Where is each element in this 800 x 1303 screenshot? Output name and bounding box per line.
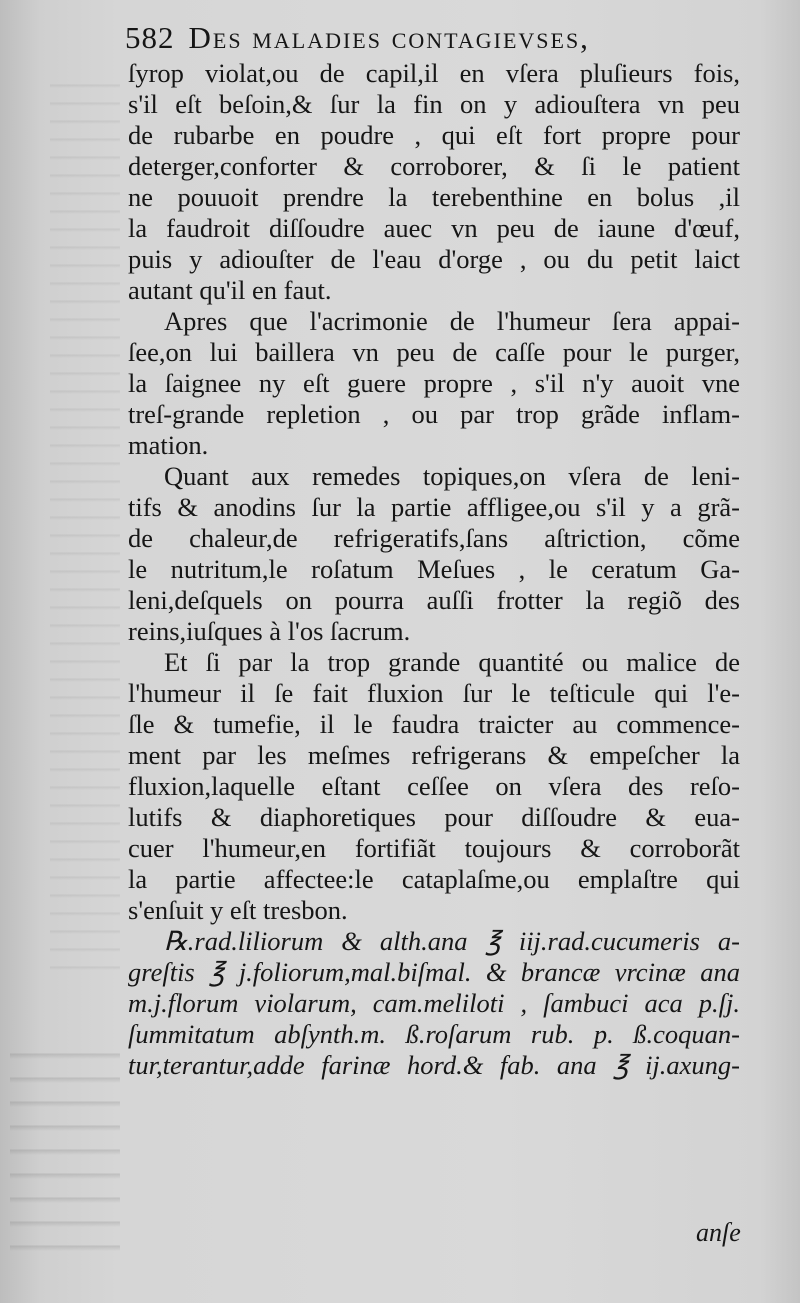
page-body [128, 58, 740, 1081]
text-line: greſtis ℥ j.foliorum,mal.biſmal. & brancæ vrcinæ ana [128, 957, 740, 987]
text-line: s'il eſt beſoin,& ſur la fin on y adiouſtera vn peu [128, 89, 740, 119]
text-line: ſee,on lui baillera vn peu de caſſe pour le purger, [128, 337, 740, 367]
text-line: leni,deſquels on pourra auſſi frotter la regiõ des [128, 585, 740, 615]
text-line: ſyrop violat,ou de capil,il en vſera pluſieurs fois, [128, 58, 740, 88]
paragraph [128, 461, 740, 647]
paragraph [128, 58, 740, 306]
recipe-paragraph [128, 926, 740, 1081]
page-number: 582 [125, 20, 175, 55]
text-line: l'humeur il ſe fait fluxion ſur le teſticule qui l'e- [128, 678, 740, 708]
text-line: ment par les meſmes refrigerans & empeſcher la [128, 740, 740, 770]
text-line: m.j.florum violarum, cam.meliloti , ſambuci aca p.ſj. [128, 988, 740, 1018]
text-line: la faudroit diſſoudre auec vn peu de iaune d'œuf, [128, 213, 740, 243]
paragraph [128, 306, 740, 461]
text-line: tur,terantur,adde farinæ hord.& fab. ana ℥ ij.axung- [128, 1050, 740, 1080]
text-line: lutifs & diaphoretiques pour diſſoudre & eua- [128, 802, 740, 832]
text-line: fluxion,laquelle eſtant ceſſee on vſera des reſo- [128, 771, 740, 801]
text-line: le nutritum,le roſatum Meſues , le ceratum Ga- [128, 554, 740, 584]
text-line: Et ſi par la trop grande quantité ou malice de [164, 647, 740, 677]
text-line: autant qu'il en faut. [128, 275, 332, 305]
running-title: Des maladies contagievses, [188, 20, 590, 55]
show-through-left [50, 70, 120, 970]
text-line: la partie affectee:le cataplaſme,ou emplaſtre qui [128, 864, 740, 894]
catchword: anſe [696, 1218, 741, 1247]
text-line: cuer l'humeur,en fortifiãt toujours & corroborãt [128, 833, 740, 863]
text-line: la ſaignee ny eſt guere propre , s'il n'y auoit vne [128, 368, 740, 398]
text-line: ℞.rad.liliorum & alth.ana ℥ iij.rad.cucumeris a- [164, 926, 740, 956]
text-line: de rubarbe en poudre , qui eſt fort propre pour [128, 120, 740, 150]
text-line: tifs & anodins ſur la partie affligee,ou s'il y a grã- [128, 492, 740, 522]
text-line: Apres que l'acrimonie de l'humeur ſera appai- [164, 306, 740, 336]
show-through-lower-left [10, 1035, 120, 1265]
text-line: s'enſuit y eſt tresbon. [128, 895, 348, 925]
text-line: reins,iuſques à l'os ſacrum. [128, 616, 411, 646]
text-line: ſummitatum abſynth.m. ß.roſarum rub. p. ß.coquan- [128, 1019, 740, 1049]
text-line: de chaleur,de refrigeratifs,ſans aſtriction, cõme [128, 523, 740, 553]
text-line: puis y adiouſter de l'eau d'orge , ou du petit laict [128, 244, 740, 274]
paragraph [128, 647, 740, 926]
text-line: deterger,conforter & corroborer, & ſi le patient [128, 151, 740, 181]
text-line: Quant aux remedes topiques,on vſera de leni- [164, 461, 740, 491]
text-line: ſle & tumefie, il le faudra traicter au commence- [128, 709, 740, 739]
text-line: mation. [128, 430, 209, 460]
text-line: ne pouuoit prendre la terebenthine en bolus ,il [128, 182, 740, 212]
text-line: treſ-grande repletion , ou par trop grãde inflam- [128, 399, 740, 429]
